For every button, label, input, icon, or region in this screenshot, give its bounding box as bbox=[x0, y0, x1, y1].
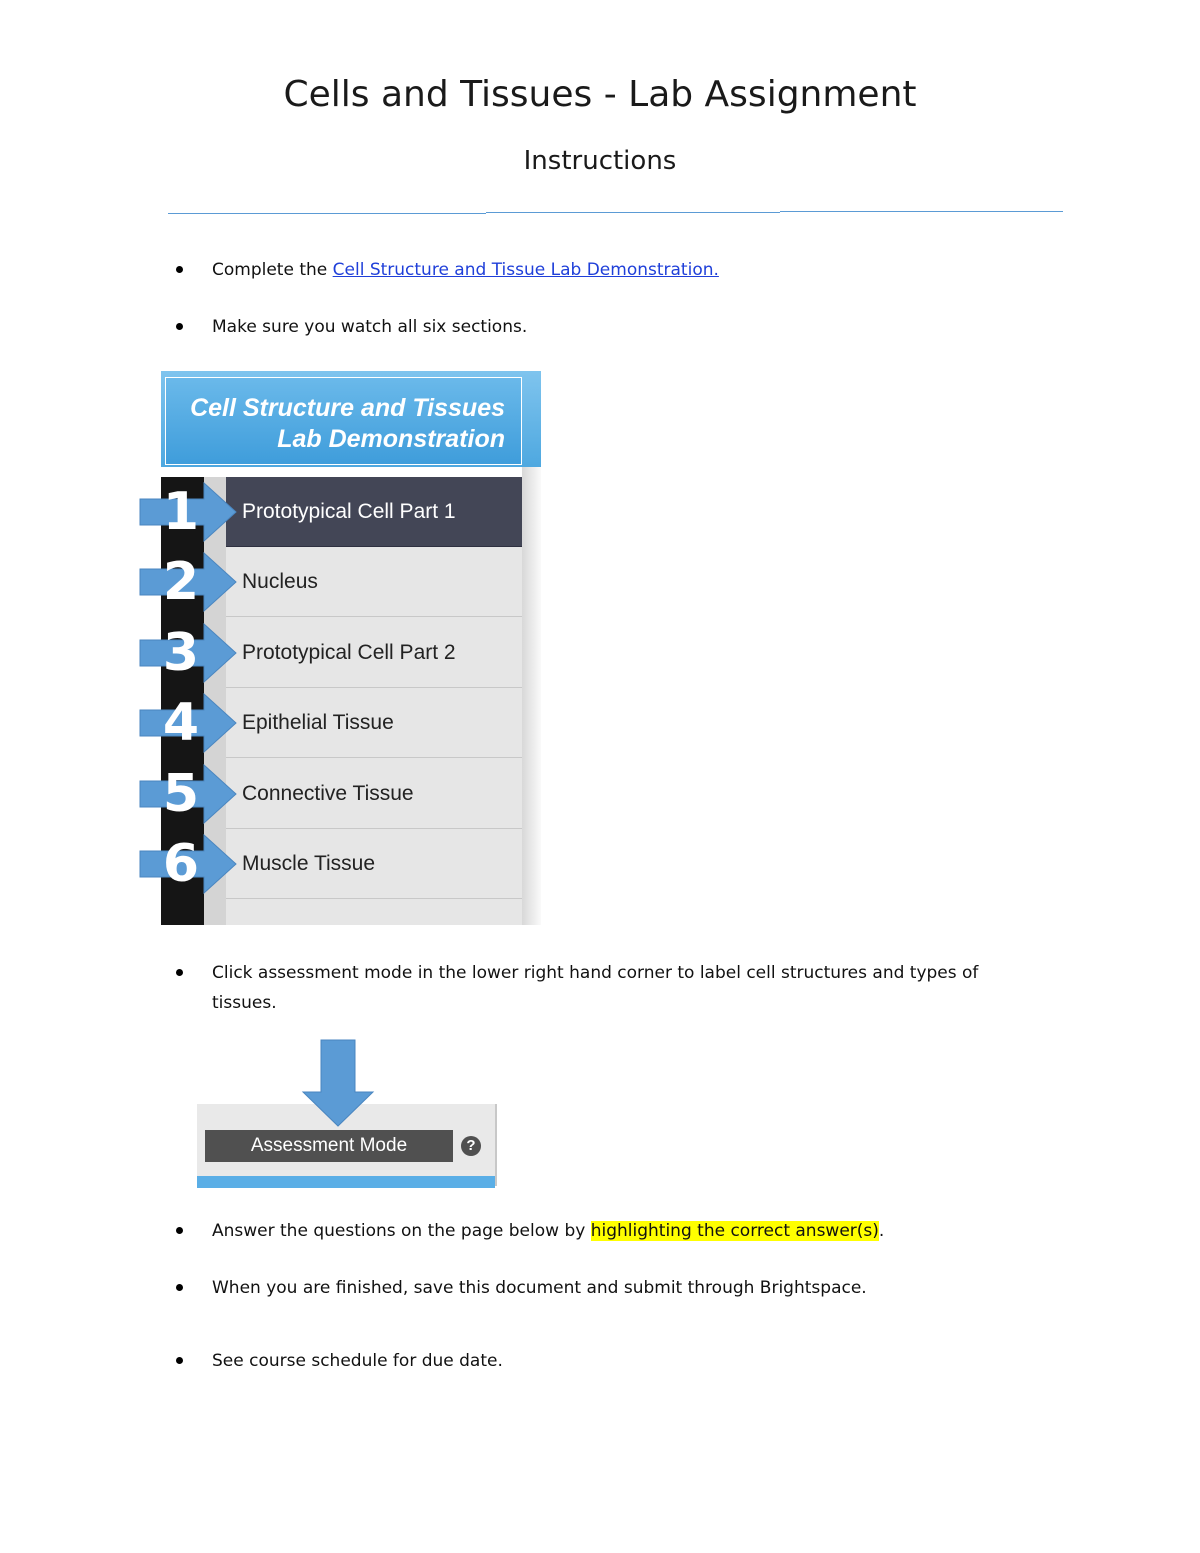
bullet-complete-lab bbox=[212, 255, 719, 285]
menu-item-nucleus[interactable]: Nucleus bbox=[226, 547, 522, 617]
assessment-mode-button[interactable]: Assessment Mode bbox=[205, 1130, 453, 1162]
lab-demo-link[interactable]: Cell Structure and Tissue Lab Demonstration. bbox=[332, 260, 719, 280]
lab-demo-title-line2: Lab Demonstration bbox=[277, 425, 505, 453]
highlighted-text: highlighting the correct answer(s) bbox=[590, 1221, 879, 1241]
bullet-watch-sections: Make sure you watch all six sections. bbox=[212, 317, 528, 337]
menu-item-epithelial-tissue[interactable]: Epithelial Tissue bbox=[226, 688, 522, 758]
bullet-text-line2: tissues. bbox=[212, 993, 277, 1013]
lab-demo-screenshot bbox=[140, 371, 542, 925]
bullet-icon bbox=[176, 969, 183, 976]
section-number-3: 3 bbox=[162, 623, 200, 683]
menu-item-prototypical-cell-1[interactable]: Prototypical Cell Part 1 bbox=[226, 477, 522, 547]
section-number-6: 6 bbox=[162, 834, 200, 894]
bullet-icon bbox=[176, 1357, 183, 1364]
bullet-icon bbox=[176, 1284, 183, 1291]
section-number-4: 4 bbox=[162, 693, 200, 753]
lab-demo-title-line1: Cell Structure and Tissues bbox=[190, 394, 505, 422]
bullet-text: Answer the questions on the page below by bbox=[212, 1221, 591, 1241]
bullet-icon bbox=[176, 266, 183, 273]
bullet-icon bbox=[176, 1227, 183, 1234]
page-subtitle: Instructions bbox=[523, 146, 677, 176]
bullet-answer-questions bbox=[212, 1216, 884, 1246]
help-icon[interactable]: ? bbox=[461, 1136, 481, 1156]
bullet-icon bbox=[176, 323, 183, 330]
menu-item-connective-tissue[interactable]: Connective Tissue bbox=[226, 759, 522, 829]
down-arrow-icon bbox=[197, 1040, 499, 1190]
bullet-text-line1: Click assessment mode in the lower right hand corner to label cell structures and types of bbox=[212, 963, 979, 983]
bullet-assessment-mode bbox=[212, 958, 978, 1018]
section-number-2: 2 bbox=[162, 552, 200, 612]
section-number-1: 1 bbox=[162, 482, 200, 542]
bullet-due-date: See course schedule for due date. bbox=[212, 1351, 503, 1371]
bullet-text: Complete the bbox=[212, 260, 333, 280]
bullet-text-end: . bbox=[878, 1221, 885, 1241]
section-number-5: 5 bbox=[162, 764, 200, 824]
assessment-mode-screenshot bbox=[197, 1040, 499, 1190]
menu-item-prototypical-cell-2[interactable]: Prototypical Cell Part 2 bbox=[226, 618, 522, 688]
menu-item-muscle-tissue[interactable]: Muscle Tissue bbox=[226, 829, 522, 899]
page-title: Cells and Tissues - Lab Assignment bbox=[283, 74, 917, 115]
bullet-submit: When you are finished, save this document and submit through Brightspace. bbox=[212, 1278, 867, 1298]
